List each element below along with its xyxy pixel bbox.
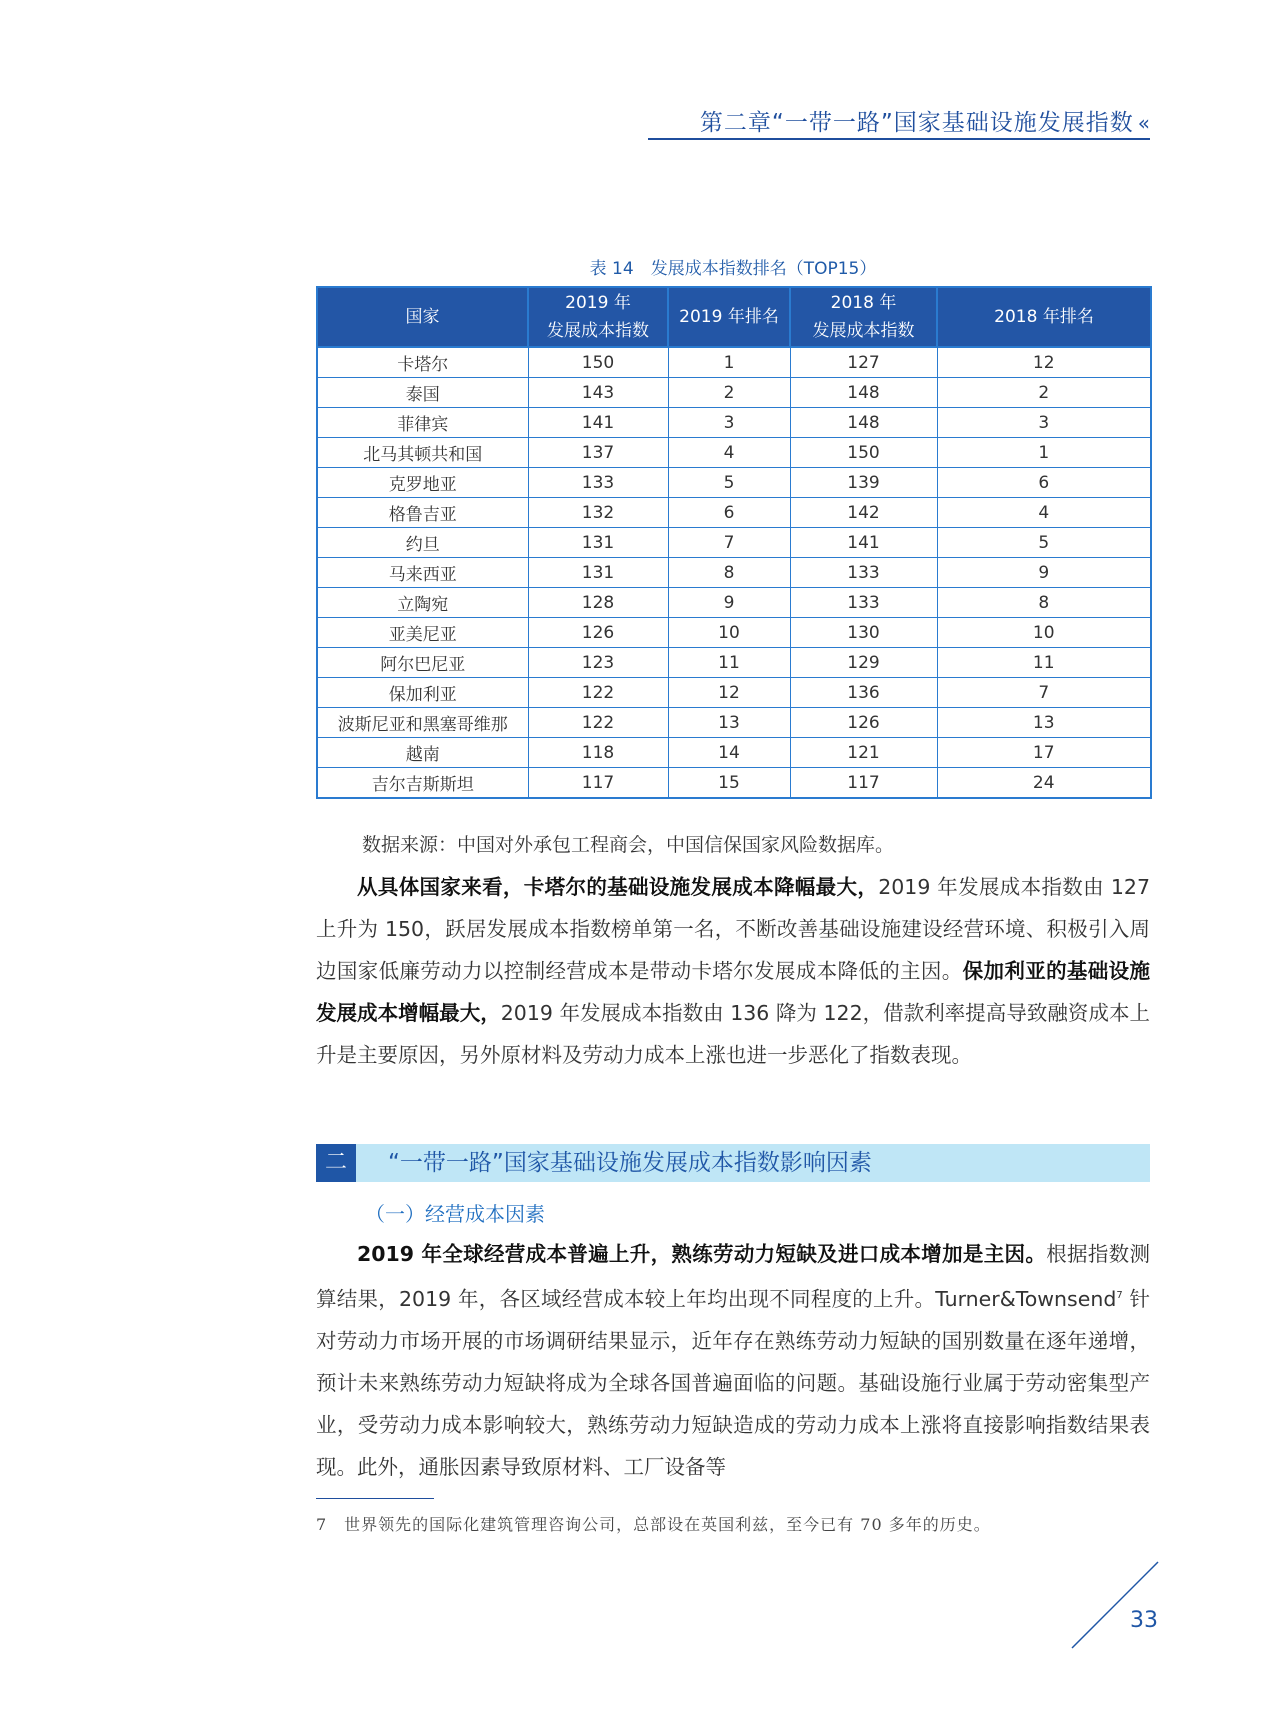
cell-rank-2018: 9 [937,558,1151,588]
section-title: “一带一路”国家基础设施发展成本指数影响因素 [388,1150,872,1176]
cell-country: 保加利亚 [317,678,528,708]
cell-index-2019: 150 [528,347,668,378]
table-row [317,708,1151,738]
operating-cost-paragraph: 2019 年全球经营成本普遍上升，熟练劳动力短缺及进口成本增加是主因。根据指数测算结果，2019 年，各区域经营成本较上年均出现不同程度的上升。Turner&Townsend$^7$ 针对劳动力市场开展的市场调研结果显示，近年存在熟练劳动力短缺的国别数量在逐年递增，预计未来熟练劳动力短缺将成为全球各国普遍面临的问题。基础设施行业属于劳动密集型产业，受劳动力成本影响较大，熟练劳动力短缺造成的劳动力成本上涨将直接影响指数结果表现。此外，通胀因素导致原材料、工厂设备等 [316,1242,1150,1479]
cell-index-2018: 129 [790,648,937,678]
section-number: 二 [316,1144,356,1182]
cell-index-2018: 142 [790,498,937,528]
cell-index-2018: 148 [790,378,937,408]
cell-country: 约旦 [317,528,528,558]
cell-index-2018: 133 [790,588,937,618]
cell-rank-2019: 15 [668,768,790,799]
cell-rank-2018: 13 [937,708,1151,738]
cell-rank-2018: 7 [937,678,1151,708]
header-rule [648,138,1150,140]
table-row [317,408,1151,438]
cell-index-2019: 128 [528,588,668,618]
cell-country: 卡塔尔 [317,347,528,378]
col-header-rank-2019: 2019 年排名 [668,287,790,347]
data-source-note: 数据来源：中国对外承包工程商会，中国信保国家风险数据库。 [362,834,895,856]
cell-rank-2019: 5 [668,468,790,498]
subsection-title: （一）经营成本因素 [365,1202,545,1226]
table-row [317,378,1151,408]
table-header-row [317,287,1151,347]
cell-rank-2019: 9 [668,588,790,618]
cell-rank-2018: 1 [937,438,1151,468]
cell-rank-2019: 8 [668,558,790,588]
qatar-text: 2019 年发展成本指数由 127 上升为 150，跃居发展成本指数榜单第一名，不断改善基础设施建设经营环境、积极引入周边国家低廉劳动力以控制经营成本是带动卡塔尔发展成本降低的主因。 [316,875,1150,983]
table-row [317,528,1151,558]
cell-index-2019: 133 [528,468,668,498]
cell-index-2018: 136 [790,678,937,708]
footnote: 7 世界领先的国际化建筑管理咨询公司，总部设在英国利兹，至今已有 70 多年的历史。 [316,1515,991,1534]
cell-index-2019: 137 [528,438,668,468]
cell-index-2019: 122 [528,678,668,708]
cell-rank-2019: 2 [668,378,790,408]
cell-index-2019: 122 [528,708,668,738]
highlight-qatar: 从具体国家来看，卡塔尔的基础设施发展成本降幅最大， [357,875,879,899]
ranking-table [316,286,1152,799]
page-number: 33 [1130,1608,1158,1633]
analysis-paragraph [316,866,1150,1076]
cell-index-2019: 131 [528,558,668,588]
cell-rank-2018: 8 [937,588,1151,618]
table-row [317,498,1151,528]
cell-country: 克罗地亚 [317,468,528,498]
cell-country: 越南 [317,738,528,768]
cell-rank-2019: 10 [668,618,790,648]
table-row [317,438,1151,468]
col-header-country: 国家 [317,287,528,347]
chapter-label: 第二章 [699,110,772,136]
cell-rank-2018: 3 [937,408,1151,438]
double-chevron-left-icon: « [1137,111,1150,135]
cell-rank-2019: 7 [668,528,790,558]
cell-country: 泰国 [317,378,528,408]
table-row [317,347,1151,378]
cell-rank-2018: 4 [937,498,1151,528]
cell-rank-2019: 11 [668,648,790,678]
cell-index-2018: 150 [790,438,937,468]
cell-rank-2018: 2 [937,378,1151,408]
cell-rank-2018: 11 [937,648,1151,678]
table-row [317,468,1151,498]
cell-index-2019: 141 [528,408,668,438]
cell-rank-2019: 12 [668,678,790,708]
cell-rank-2018: 17 [937,738,1151,768]
table-row [317,648,1151,678]
cell-rank-2019: 14 [668,738,790,768]
cell-index-2018: 139 [790,468,937,498]
col-header-index-2019: 2019 年 发展成本指数 [528,287,668,347]
cell-rank-2019: 3 [668,408,790,438]
cell-rank-2018: 24 [937,768,1151,799]
cell-rank-2019: 13 [668,708,790,738]
cell-rank-2019: 4 [668,438,790,468]
table-row [317,768,1151,799]
footnote-ref: 7 [1116,1290,1123,1301]
table-row [317,678,1151,708]
cell-rank-2018: 12 [937,347,1151,378]
cell-rank-2018: 5 [937,528,1151,558]
bulgaria-text: 2019 年发展成本指数由 136 降为 122，借款利率提高导致融资成本上升是主要原因，另外原材料及劳动力成本上涨也进一步恶化了指数表现。 [316,1001,1150,1067]
cell-country: 格鲁吉亚 [317,498,528,528]
operating-cost-lead: 2019 年全球经营成本普遍上升，熟练劳动力短缺及进口成本增加是主因。 [357,1242,1047,1266]
cell-index-2019: 123 [528,648,668,678]
table-row [317,618,1151,648]
cell-country: 波斯尼亚和黑塞哥维那 [317,708,528,738]
table-caption: 表 14 发展成本指数排名（TOP15） [589,259,877,279]
cell-index-2018: 127 [790,347,937,378]
cell-index-2019: 132 [528,498,668,528]
cell-index-2018: 117 [790,768,937,799]
cell-index-2018: 148 [790,408,937,438]
cell-index-2019: 118 [528,738,668,768]
cell-rank-2019: 6 [668,498,790,528]
cell-country: 菲律宾 [317,408,528,438]
chapter-title: “一带一路”国家基础设施发展指数 [771,110,1134,136]
cell-index-2019: 143 [528,378,668,408]
cell-rank-2018: 10 [937,618,1151,648]
cell-index-2018: 126 [790,708,937,738]
table-row [317,558,1151,588]
cell-country: 吉尔吉斯斯坦 [317,768,528,799]
cell-index-2018: 121 [790,738,937,768]
cell-country: 北马其顿共和国 [317,438,528,468]
cell-country: 阿尔巴尼亚 [317,648,528,678]
cell-index-2019: 131 [528,528,668,558]
page-corner-slash [1070,1560,1160,1650]
running-header [648,104,1150,137]
cell-index-2018: 133 [790,558,937,588]
cell-country: 马来西亚 [317,558,528,588]
highlight-bulgaria: 保加利亚的基础设施发展成本增幅最大， [316,959,1151,1025]
cell-index-2019: 126 [528,618,668,648]
table-row [317,588,1151,618]
cell-rank-2019: 1 [668,347,790,378]
col-header-index-2018: 2018 年 发展成本指数 [790,287,937,347]
cell-index-2018: 141 [790,528,937,558]
table-row [317,738,1151,768]
cell-country: 立陶宛 [317,588,528,618]
col-header-rank-2018: 2018 年排名 [937,287,1151,347]
footnote-rule [316,1498,434,1499]
cell-index-2018: 130 [790,618,937,648]
cell-rank-2018: 6 [937,468,1151,498]
cell-country: 亚美尼亚 [317,618,528,648]
cell-index-2019: 117 [528,768,668,799]
